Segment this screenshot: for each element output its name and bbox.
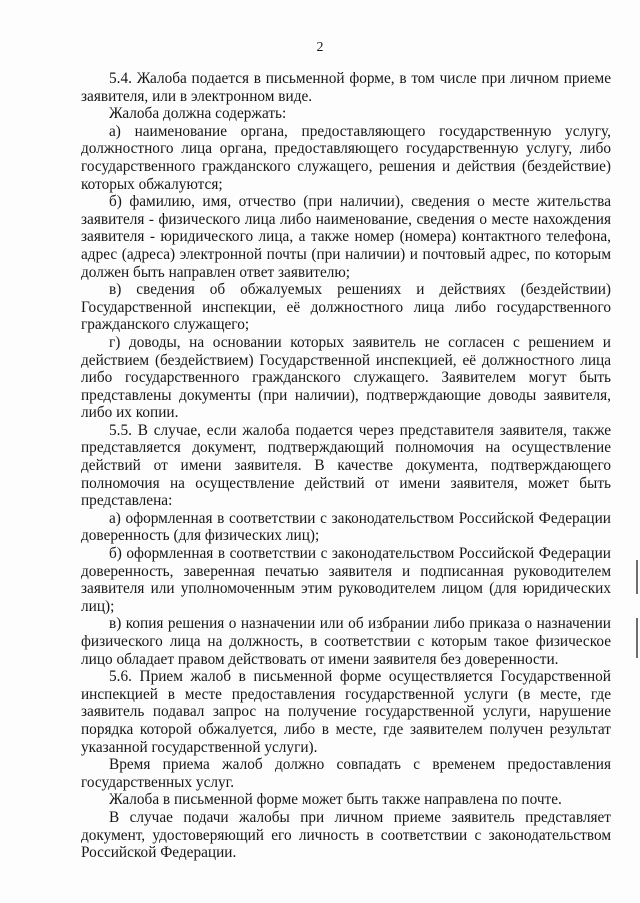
paragraph-item-a: а) наименование органа, предоставляющего государственную услугу, должностного лица органа, предоставляющего государственную услугу, либо государственного гражданского служащего, решения и действия (бездействие) которых обжалуются; — [81, 122, 611, 193]
scan-edge-mark-lower — [636, 618, 638, 658]
paragraph-5-5-item-v: в) копия решения о назначении или об избрании либо приказа о назначении физического лица на должность, в соответствии с которым такое физическое лицо обладает правом действовать от имени заявителя без доверенности. — [81, 615, 611, 668]
paragraph-personal-reception: В случае подачи жалобы при личном приеме заявитель представляет документ, удостоверяющий его личность в соответствии с законодательством Российской Федерации. — [81, 808, 611, 862]
paragraph-item-b: б) фамилию, имя, отчество (при наличии), сведения о месте жительства заявителя - физического лица либо наименование, сведения о месте нахождения заявителя - юридического лица, а также номер (номера) контактного телефона, адрес (адреса) электронной почты (при наличии) и почтовый адрес, по которым должен быть направлен ответ заявителю; — [81, 193, 611, 281]
page-number: 2 — [316, 40, 324, 55]
paragraph-5-6: 5.6. Прием жалоб в письменной форме осуществляется Государственной инспекцией в месте предоставления государственной услуги (в месте, где заявитель подавал запрос на получение государственной услуги, нарушение порядка которой обжалуется, либо в месте, где заявителем получен результат указанной государственной услуги). — [81, 668, 611, 756]
paragraph-5-4: 5.4. Жалоба подается в письменной форме, в том числе при личном приеме заявителя, или в электронном виде. — [81, 70, 611, 105]
scan-edge-mark-upper — [636, 560, 638, 594]
paragraph-5-5: 5.5. В случае, если жалоба подается через представителя заявителя, также представляется документ, подтверждающий полномочия на осуществление действий от имени заявителя. В качестве документа, подтверждающего полномочия на осуществление действий от имени заявителя, может быть представлена: — [81, 421, 611, 510]
paragraph-complaint-contents-intro: Жалоба должна содержать: — [109, 105, 287, 123]
paragraph-item-g: г) доводы, на основании которых заявитель не согласен с решением и действием (бездействием) Государственной инспекцией, её должностного лица либо государственного гражданского служащего. Заявителем могут быть представлены документы (при наличии), подтверждающие доводы заявителя, либо их копии. — [81, 333, 611, 422]
document-body — [81, 70, 611, 862]
paragraph-item-v: в) сведения об обжалуемых решениях и действиях (бездействии) Государственной инспекции, её должностного лица либо государственного гражданского служащего; — [81, 281, 611, 334]
paragraph-postal-submission: Жалоба в письменной форме может быть также направлена по почте. — [109, 791, 562, 809]
paragraph-5-5-item-b: б) оформленная в соответствии с законодательством Российской Федерации доверенность, заверенная печатью заявителя и подписанная руководителем заявителя или уполномоченным этим руководителем лицом (для юридических лиц); — [81, 545, 611, 615]
paragraph-reception-time: Время приема жалоб должно совпадать с временем предоставления государственных услуг. — [81, 756, 611, 791]
paragraph-5-5-item-a: а) оформленная в соответствии с законодательством Российской Федерации доверенность (для физических лиц); — [81, 509, 611, 545]
